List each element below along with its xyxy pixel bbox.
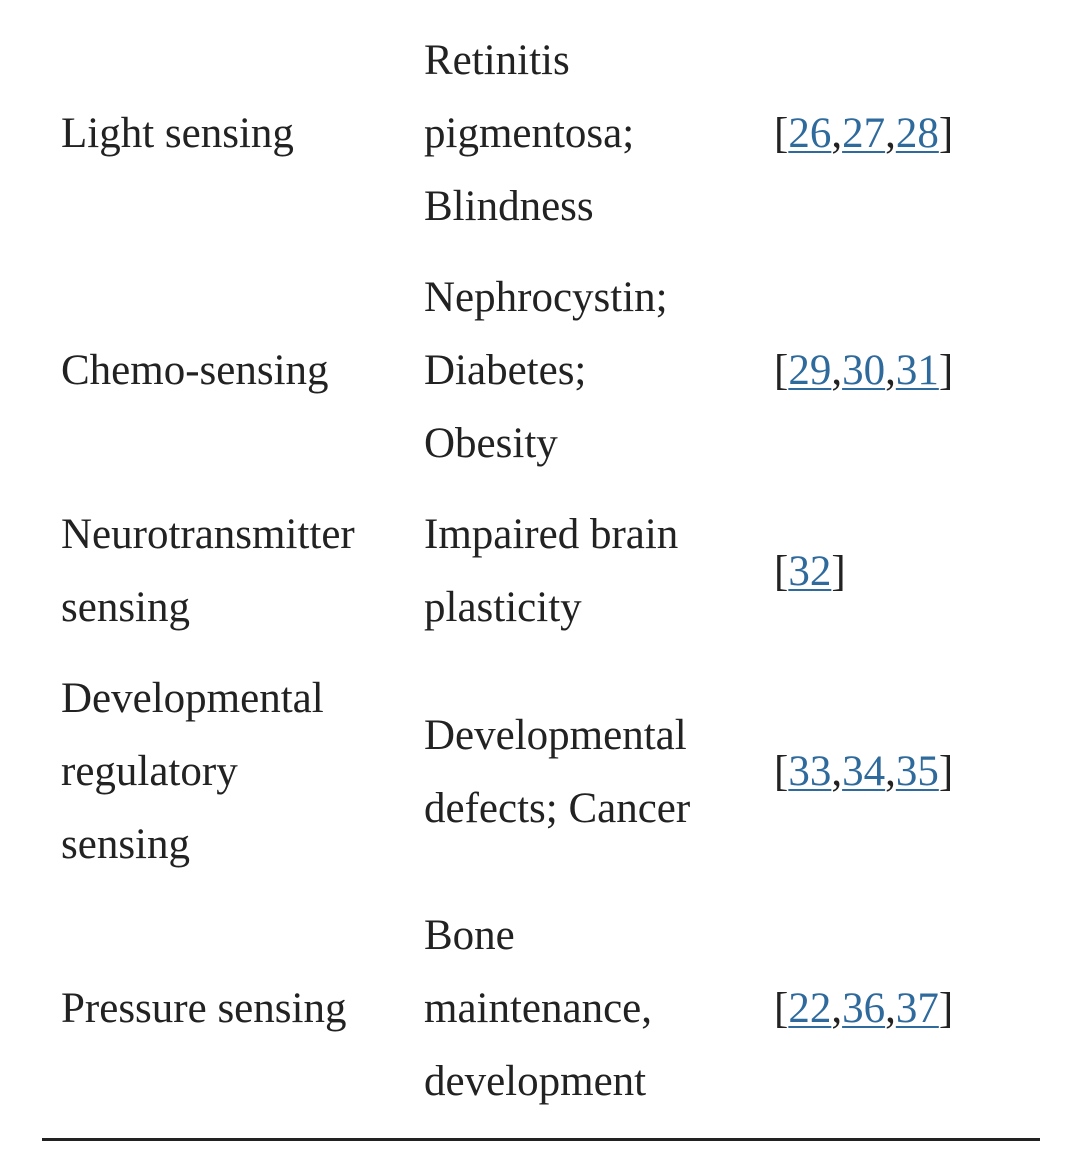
function-cell (42, 489, 406, 653)
function-cell (42, 653, 406, 890)
disease-text: Developmental (424, 711, 687, 759)
table-row (42, 24, 1040, 252)
function-text: sensing (61, 584, 190, 631)
table-row (42, 489, 1040, 653)
table-bottom-rule (42, 1138, 1040, 1141)
disease-cell (406, 24, 756, 252)
reference-link[interactable]: 35 (895, 748, 939, 795)
function-text: regulatory (61, 748, 238, 795)
reference-link[interactable]: 36 (842, 985, 886, 1032)
disease-cell (406, 653, 756, 890)
cilia-function-table (42, 24, 1040, 1127)
reference-link[interactable]: 26 (788, 110, 832, 157)
disease-text: Impaired brain (424, 511, 679, 558)
function-cell (42, 890, 406, 1127)
reference-link[interactable]: 37 (895, 985, 939, 1032)
reference-link[interactable]: 29 (788, 347, 832, 394)
function-text: Neurotransmitter (61, 511, 355, 558)
table-row (42, 252, 1040, 489)
reference-link[interactable]: 34 (842, 748, 886, 795)
table-row (42, 890, 1040, 1127)
disease-text: Retinitis (424, 37, 570, 84)
function-text: Developmental (61, 675, 324, 722)
references-cell: [32] (774, 547, 846, 595)
disease-text: pigmentosa; (424, 110, 635, 157)
disease-text: Nephrocystin; (424, 274, 668, 321)
disease-text: development (424, 1058, 647, 1105)
function-text: Pressure sensing (61, 985, 347, 1032)
references-cell: [22,36,37] (774, 985, 954, 1032)
function-cell (42, 252, 406, 489)
reference-link[interactable]: 30 (842, 347, 886, 394)
disease-cell (406, 890, 756, 1127)
function-text: Chemo-sensing (61, 347, 329, 394)
references-cell: [33,34,35] (774, 748, 954, 795)
reference-link[interactable]: 28 (895, 110, 939, 157)
disease-cell (406, 489, 756, 653)
function-text: sensing (61, 821, 190, 868)
function-cell (42, 24, 406, 252)
reference-link[interactable]: 22 (788, 985, 832, 1032)
table (42, 24, 1040, 1127)
disease-cell (406, 252, 756, 489)
table-body (42, 24, 1040, 1127)
disease-text: plasticity (424, 584, 582, 631)
reference-link[interactable]: 32 (788, 547, 832, 595)
disease-text: Blindness (424, 183, 594, 230)
function-text: Light sensing (61, 110, 294, 157)
reference-link[interactable]: 27 (842, 110, 886, 157)
table-row (42, 653, 1040, 890)
reference-link[interactable]: 33 (788, 748, 832, 795)
references-cell: [29,30,31] (774, 347, 954, 394)
disease-text: Obesity (424, 420, 558, 467)
reference-link[interactable]: 31 (895, 347, 939, 394)
disease-text: Diabetes; (424, 347, 587, 394)
disease-text: defects; Cancer (424, 784, 691, 832)
disease-text: Bone (424, 912, 515, 959)
disease-text: maintenance, (424, 985, 653, 1032)
references-cell: [26,27,28] (774, 110, 954, 157)
